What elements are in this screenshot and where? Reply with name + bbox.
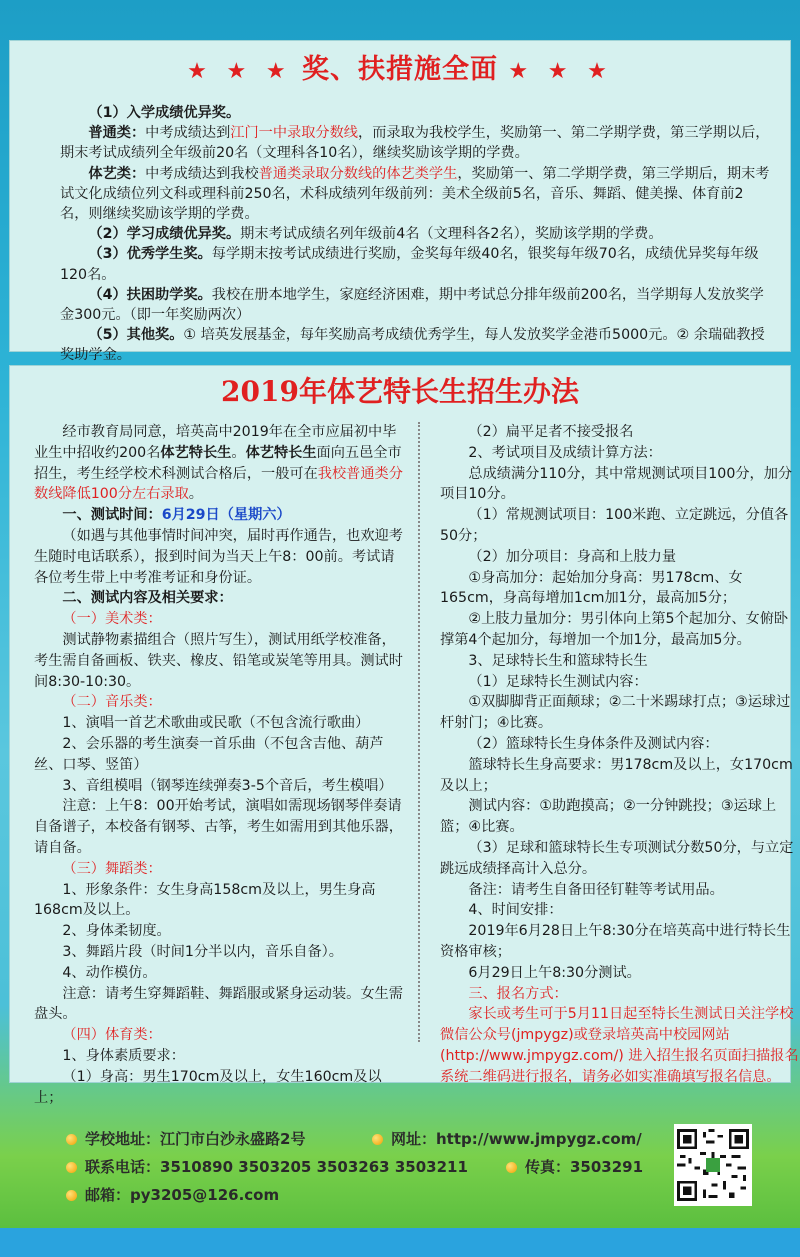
bullet-icon (66, 1134, 77, 1145)
category-heading: （一）美术类： (62, 611, 162, 628)
award-label: 普通类： (88, 125, 146, 142)
email-row[interactable] (66, 1184, 279, 1205)
qr-code-icon (674, 1124, 752, 1206)
category-heading: （三）舞蹈类： (62, 860, 162, 877)
star-icon: ★ ★ ★ (187, 59, 292, 84)
award-label: （5）其他奖。 (88, 327, 184, 344)
award-label: 体艺类： (88, 165, 146, 182)
section-heading: 一、测试时间： (62, 507, 162, 524)
fax-row: 传真：3503291 (506, 1156, 643, 1177)
admissions-title: 2019年体艺特长生招生办法 (221, 375, 579, 408)
category-heading: （四）体育类： (62, 1027, 162, 1044)
test-date: 6月29日（星期六） (161, 507, 291, 524)
star-icon: ★ ★ ★ (508, 59, 613, 84)
award-label: （4）扶困助学奖。 (88, 286, 212, 303)
awards-body: （1）入学成绩优异奖。 普通类：中考成绩达到江门一中录取分数线，而录取为我校学生，奖励第一、第二学期学费，第三学期以后，期末考试成绩列全年级前20名（文理科各10名），继续奖励该学期的学费。 体艺类：中考成绩达到我校普通类录取分数线的体艺类学生，奖励第一、第二学期学费，第三学期后，期末考试文化成绩位列文科或理科前250名，术科成绩列年级前列：美术全级前5名，音乐、舞蹈、健美操、体育前2名，则继续奖励该学期的学费。 （2）学习成绩优异奖。期末考试成绩名列年级前4名（文理科各2名），奖励该学期的学费。 （3）优秀学生奖。每学期末按考试成绩进行奖励，金奖每年级40名，银奖每年级70名，成绩优异奖每年级120名。 （4）扶困助学奖。我校在册本地学生，家庭经济困难，期中考试总分排年级前200名，当学期每人发放奖学金300元。（即一年奖励两次） （5）其他奖。① 培英发展基金，每年奖励高考成绩优秀学生，每人发放奖学金港币5000元。② 余瑞础教授奖助学金。 (60, 105, 770, 364)
column-divider (418, 422, 420, 1042)
category-heading: （二）音乐类： (62, 694, 162, 711)
phone-row: 联系电话：3510890 3503205 3503263 3503211 (66, 1156, 468, 1177)
website-row[interactable] (372, 1128, 642, 1149)
awards-panel (9, 40, 791, 364)
highlight-text: 江门一中录取分数线 (230, 125, 358, 142)
bullet-icon (66, 1190, 77, 1201)
award-label: （3）优秀学生奖。 (88, 246, 212, 263)
bullet-icon (372, 1134, 383, 1145)
email-link[interactable]: 邮箱：py3205@126.com (85, 1186, 280, 1204)
highlight-text: 我校普通类分数线降低100分左右录取 (34, 465, 403, 503)
admissions-panel (9, 365, 799, 1106)
bullet-icon (66, 1162, 77, 1173)
left-column: 经市教育局同意，培英高中2019年在全市应届初中毕业生中招收约200名体艺特长生。体艺特长生面向五邑全市招生，考生经学校术科测试合格后，一般可在我校普通类分数线降低100分左右录取。 一、测试时间：6月29日（星期六） （如遇与其他事情时间冲突，届时再作通告，也欢迎考生随时电话联系），报到时间为当天上午8：00前。考试请各位考生带上中考准考证和身份证。 二、测试内容及相关要求： （一）美术类： 测试静物素描组合（照片写生），测试用纸学校准备，考生需自备画板、铁夹、橡皮、铅笔或炭笔等用具。测试时间8:30-10:30。 （二）音乐类： 1、演唱一首艺术歌曲或民歌（不包含流行歌曲） 2、会乐器的考生演奏一首乐曲（不包含吉他、葫芦丝、口琴、竖笛） 3、音组模唱（钢琴连续弹奏3-5个音后，考生模唱） 注意：上午8：00开始考试，演唱如需现场钢琴伴奏请自备谱子，本校备有钢琴、古筝，考生如需用到其他乐器，请自备。 （三）舞蹈类： 1、形象条件：女生身高158cm及以上，男生身高168cm及以上。 2、身体柔韧度。 3、舞蹈片段（时间1分半以内，音乐自备）。 4、动作模仿。 注意：请考生穿舞蹈鞋、舞蹈服或紧身运动装。女生需盘头。 （四）体育类： 1、身体素质要求： （1）身高：男生170cm及以上，女生160cm及以上； (34, 424, 403, 1106)
award-label: （2）学习成绩优异奖。 (88, 226, 241, 243)
bullet-icon (506, 1162, 517, 1173)
award-entry-heading: （1）入学成绩优异奖。 (88, 105, 241, 121)
highlight-text: 普通类录取分数线的体艺类学生 (258, 165, 458, 182)
section-heading: 二、测试内容及相关要求： (62, 590, 233, 607)
section-heading: 三、报名方式： (468, 985, 568, 1002)
right-column: （2）扁平足者不接受报名 2、考试项目及成绩计算方法： 总成绩满分110分，其中常规测试项目100分，加分项目10分。 （1）常规测试项目：100米跑、立定跳远，分值各50分； （2）加分项目：身高和上肢力量 ①身高加分：起始加分身高：男178cm、女165cm，身高每增加1cm加1分，最高加5分； ②上肢力量加分：男引体向上第5个起加分、女俯卧撑第4个起加分，每增加一个加1分，最高加5分。 3、足球特长生和篮球特长生 （1）足球特长生测试内容： ①双脚脚背正面颠球；②二十米踢球打点；③运球过杆射门；④比赛。 （2）篮球特长生身体条件及测试内容： 篮球特长生身高要求：男178cm及以上，女170cm及以上； 测试内容：①助跑摸高；②一分钟跳投；③运球上篮；④比赛。 （3）足球和篮球特长生专项测试分数50分，与立定跳远成绩择高计入总分。 备注：请考生自备田径钉鞋等考试用品。 4、时间安排： 2019年6月28日上午8:30分在培英高中进行特长生资格审核； 6月29日上午8:30分测试。 三、报名方式： 家长或考生可于5月11日起至特长生测试日关注学校微信公众号(jmpygz)或登录培英高中校园网站(http://www.jmpygz.com/) 进入招生报名页面扫描报名系统二维码进行报名，请务必如实准确填写报名信息。 (440, 422, 800, 1088)
bottom-bar (0, 1228, 800, 1257)
website-link[interactable]: 网址：http://www.jmpygz.com/ (391, 1130, 642, 1148)
address-row: 学校地址：江门市白沙永盛路2号 (66, 1128, 305, 1149)
awards-title: ★ ★ ★ 奖、扶措施全面 ★ ★ ★ (187, 54, 613, 85)
registration-text: 家长或考生可于5月11日起至特长生测试日关注学校微信公众号(jmpygz)或登录培英高中校园网站(http://www.jmpygz.com/) 进入招生报名页面扫描报名系统二维码进行报名，请务必如实准确填写报名信息。 (440, 1006, 799, 1085)
